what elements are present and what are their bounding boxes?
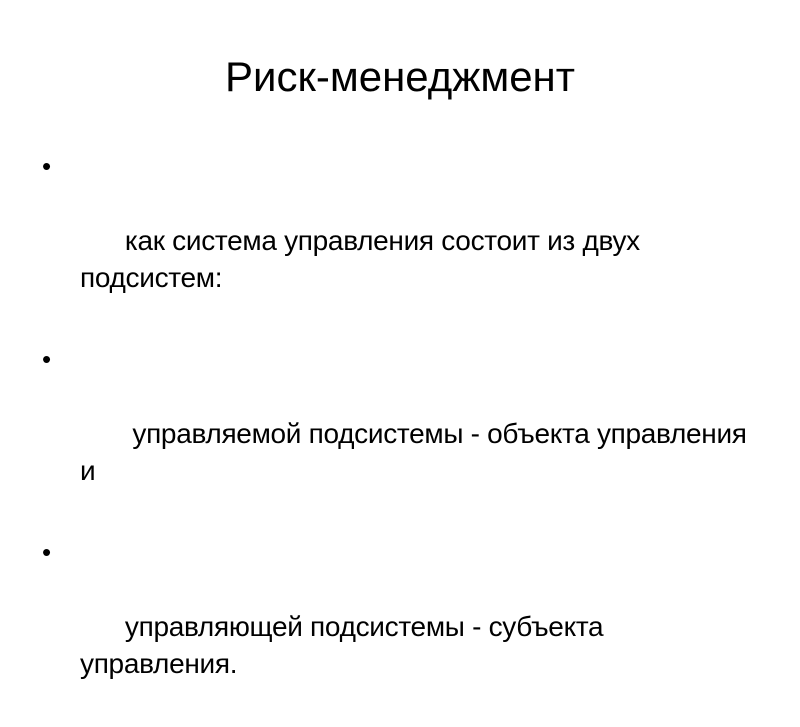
bullet-item [42,148,762,333]
bullet-list [42,148,762,727]
slide-title: Риск-менеджмент [225,53,575,100]
bullet-item [42,341,762,526]
bullet-icon: • [42,537,51,567]
bullet-icon: • [42,151,51,181]
bullet-icon: • [42,344,51,374]
bullet-item [42,534,762,719]
bullet-text: как система управления состоит из двух подсистем: [80,225,648,293]
bullet-text: управляемой подсистемы - объекта управления и [80,418,755,486]
bullet-text: управляющей подсистемы - субъекта управления. [80,611,611,679]
